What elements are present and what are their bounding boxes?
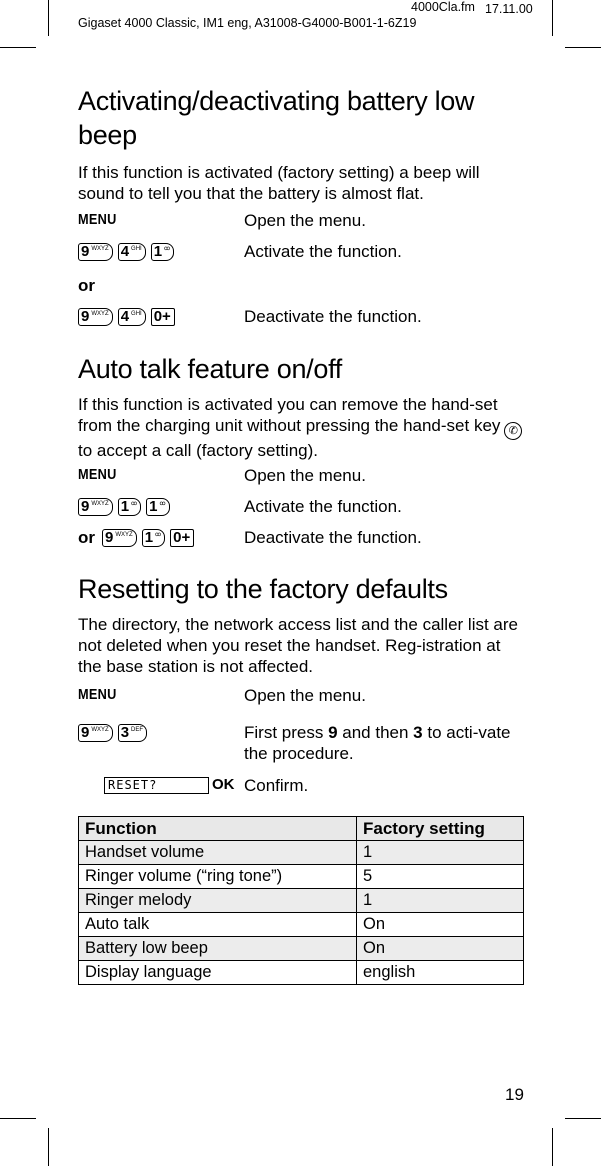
table-row: [79, 865, 524, 889]
table-row: [79, 961, 524, 985]
or-label: or: [78, 276, 95, 295]
header-date: 17.11.00: [485, 2, 533, 16]
key-3: 3 DEF: [118, 724, 147, 742]
section-text: If this function is activated (factory setting) a beep will sound to tell you that the battery is almost flat.: [78, 163, 480, 203]
table-cell: Display language: [79, 961, 357, 985]
key-sequence: [78, 724, 147, 742]
key-0: 0+: [170, 529, 194, 547]
table-cell: Ringer volume (“ring tone”): [79, 865, 357, 889]
key-9: 9 WXYZ: [78, 724, 113, 742]
talk-key-icon: ✆: [504, 422, 522, 440]
or-label: or: [78, 528, 95, 547]
page-number: 19: [505, 1085, 524, 1104]
table-cell: On: [357, 913, 524, 937]
step-text: Activate the function.: [244, 242, 402, 261]
section-text: The directory, the network access list and the caller list are not deleted when you reset the handset. Reg-istration at the base station is not affected.: [78, 615, 518, 676]
section-title: Auto talk feature on/off: [78, 354, 342, 384]
step-text: Deactivate the function.: [244, 307, 422, 326]
table-cell: Ringer melody: [79, 889, 357, 913]
table-cell: english: [357, 961, 524, 985]
display-reset: RESET?: [104, 777, 209, 794]
key-4: 4 GHI: [118, 243, 146, 261]
key-1: 1 ꝏ: [146, 498, 169, 516]
section-title: Activating/deactivating battery low beep: [78, 86, 475, 150]
step-text: Open the menu.: [244, 211, 366, 230]
key-9: 9 WXYZ: [102, 529, 137, 547]
key-4: 4 GHI: [118, 308, 146, 326]
section-text: If this function is activated you can remove the hand-set from the charging unit without pressing the hand-set key ✆to accept a call (factory setting).: [78, 394, 528, 461]
header-file: 4000Cla.fm: [411, 0, 475, 14]
table-cell: Auto talk: [79, 913, 357, 937]
header-doc: Gigaset 4000 Classic, IM1 eng, A31008-G4000-B001-1-6Z19: [78, 16, 417, 30]
table-cell: 5: [357, 865, 524, 889]
factory-settings-table: [78, 816, 524, 985]
table-cell: Handset volume: [79, 841, 357, 865]
table-cell: Battery low beep: [79, 937, 357, 961]
key-sequence: [78, 528, 194, 548]
table-cell: On: [357, 937, 524, 961]
key-0: 0+: [151, 308, 175, 326]
table-cell: 1: [357, 841, 524, 865]
key-1: 1 ꝏ: [142, 529, 165, 547]
section-title: Resetting to the factory defaults: [78, 574, 448, 604]
table-cell: 1: [357, 889, 524, 913]
key-sequence: [78, 308, 175, 326]
step-text: Confirm.: [244, 776, 309, 795]
step-text: Deactivate the function.: [244, 528, 422, 547]
key-1: 1 ꝏ: [151, 243, 174, 261]
menu-key: MENU: [78, 686, 117, 703]
key-1: 1 ꝏ: [118, 498, 141, 516]
step-text: Open the menu.: [244, 686, 366, 705]
column-header: Function: [79, 817, 357, 841]
step-text: Open the menu.: [244, 466, 366, 485]
ok-softkey: OK: [212, 776, 235, 793]
key-9: 9 WXYZ: [78, 308, 113, 326]
step-text: First press 9 and then 3 to acti-vate the procedure.: [244, 723, 511, 763]
menu-key: MENU: [78, 211, 117, 228]
key-sequence: [78, 243, 174, 261]
table-row: [79, 937, 524, 961]
key-9: 9 WXYZ: [78, 243, 113, 261]
key-9: 9 WXYZ: [78, 498, 113, 516]
table-row: [79, 889, 524, 913]
step-text: Activate the function.: [244, 497, 402, 516]
menu-key: MENU: [78, 466, 117, 483]
key-sequence: [78, 498, 170, 516]
table-row: [79, 841, 524, 865]
table-row: [79, 913, 524, 937]
column-header: Factory setting: [357, 817, 524, 841]
